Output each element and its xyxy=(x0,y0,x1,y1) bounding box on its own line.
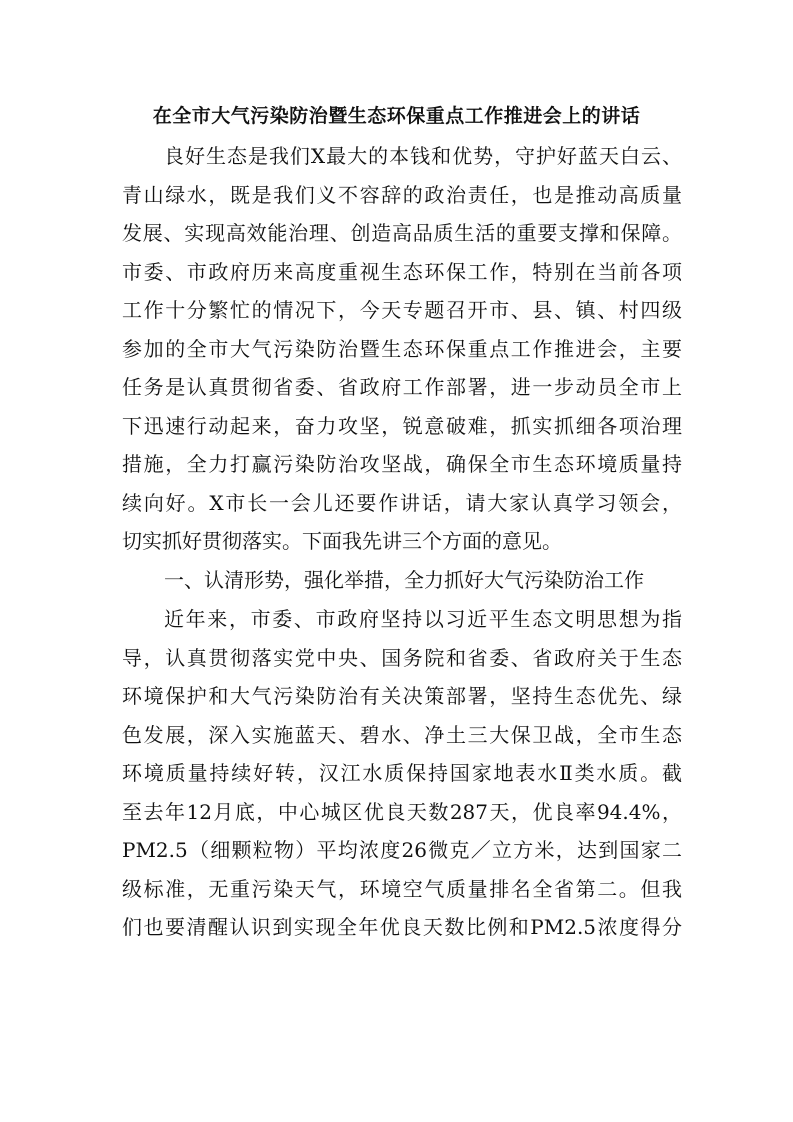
paragraph-line: 环境质量持续好转，汉江水质保持国家地表水Ⅱ类水质。截 xyxy=(122,761,682,785)
paragraph-line: 们也要清醒认识到实现全年优良天数比例和PM2.5浓度得分 xyxy=(122,915,682,939)
paragraph-line: 续向好。X市长一会儿还要作讲话，请大家认真学习领会， xyxy=(122,491,682,515)
paragraph-line: 市委、市政府历来高度重视生态环保工作，特别在当前各项 xyxy=(122,260,682,284)
paragraph-line: 级标准，无重污染天气，环境空气质量排名全省第二。但我 xyxy=(122,877,682,901)
paragraph-line: 近年来，市委、市政府坚持以习近平生态文明思想为指 xyxy=(164,607,682,631)
paragraph-line: 切实抓好贯彻落实。下面我先讲三个方面的意见。 xyxy=(122,529,562,553)
paragraph-line: 工作十分繁忙的情况下，今天专题召开市、县、镇、村四级 xyxy=(122,298,682,322)
paragraph-line: 良好生态是我们X最大的本钱和优势，守护好蓝天白云、 xyxy=(164,144,682,168)
paragraph-line: 措施，全力打赢污染防治攻坚战，确保全市生态环境质量持 xyxy=(122,452,682,476)
paragraph-line: 导，认真贯彻落实党中央、国务院和省委、省政府关于生态 xyxy=(122,646,682,670)
paragraph-line: 任务是认真贯彻省委、省政府工作部署，进一步动员全市上 xyxy=(122,375,682,399)
paragraph-line: 参加的全市大气污染防治暨生态环保重点工作推进会，主要 xyxy=(122,337,682,361)
paragraph-line: PM2.5（细颗粒物）平均浓度26微克／立方米，达到国家二 xyxy=(122,838,682,862)
paragraph-line: 下迅速行动起来，奋力攻坚，锐意破难，抓实抓细各项治理 xyxy=(122,414,682,438)
document-title: 在全市大气污染防治暨生态环保重点工作推进会上的讲话 xyxy=(152,105,641,127)
paragraph-line: 环境保护和大气污染防治有关决策部署，坚持生态优先、绿 xyxy=(122,684,682,708)
paragraph-line: 至去年12月底，中心城区优良天数287天，优良率94.4%， xyxy=(122,800,682,824)
paragraph-line: 色发展，深入实施蓝天、碧水、净土三大保卫战，全市生态 xyxy=(122,723,682,747)
paragraph-line: 发展、实现高效能治理、创造高品质生活的重要支撑和保障。 xyxy=(122,221,682,245)
section-heading: 一、认清形势，强化举措，全力抓好大气污染防治工作 xyxy=(164,568,644,592)
paragraph-line: 青山绿水，既是我们义不容辞的政治责任，也是推动高质量 xyxy=(122,183,682,207)
